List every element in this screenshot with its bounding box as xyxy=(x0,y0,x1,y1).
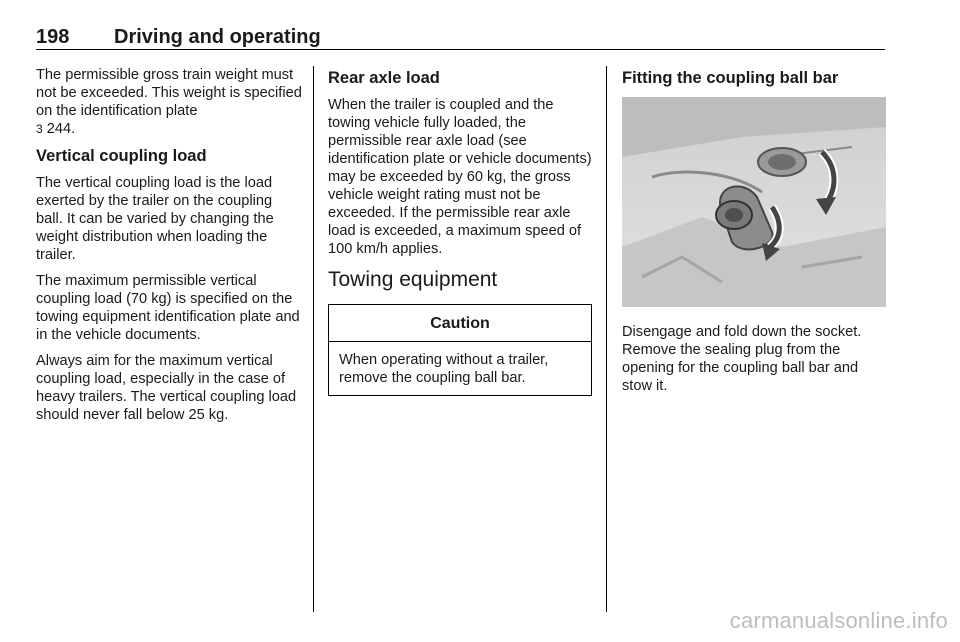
section-title: Driving and operating xyxy=(114,26,321,48)
watermark: carmanualsonline.info xyxy=(729,608,948,633)
paragraph-disengage-socket: Disengage and fold down the socket. Remove the sealing plug from the opening for the coupling ball bar and stow it. xyxy=(622,324,862,394)
heading-vertical-coupling-load: Vertical coupling load xyxy=(36,147,207,165)
caution-title: Caution xyxy=(329,305,591,342)
column-1 xyxy=(36,66,302,432)
heading-fitting-coupling-ball-bar: Fitting the coupling ball bar xyxy=(622,69,839,87)
paragraph-rear-axle-load: When the trailer is coupled and the towing vehicle fully loaded, the permissible rear axle load (see identification plate or vehicle documents) may be exceeded by 60 kg, the gross vehicle weight rating must not be exceeded. If the permissible rear axle load is exceeded, a maximum speed of 100 km/h applies. xyxy=(328,97,592,257)
paragraph-vertical-load-definition: The vertical coupling load is the load exerted by the trailer on the coupling ball. It can be varied by changing the weight distribution when loading the trailer. xyxy=(36,175,274,263)
page-header xyxy=(36,20,885,50)
paragraph-gross-train-weight: The permissible gross train weight must not be exceeded. This weight is specified on the identification plate 3 244. xyxy=(36,67,302,137)
page-reference-link[interactable]: 244. xyxy=(42,121,76,137)
caution-text: When operating without a trailer, remove the coupling ball bar. xyxy=(339,352,549,386)
paragraph-aim-max-load: Always aim for the maximum vertical coupling load, especially in the case of heavy trailers. The vertical coupling load should never fall below 25 kg. xyxy=(36,353,297,423)
column-divider-2 xyxy=(606,66,607,612)
coupling-socket-illustration xyxy=(622,97,886,307)
column-2 xyxy=(328,66,592,396)
caution-box xyxy=(328,304,592,396)
column-divider-1 xyxy=(313,66,314,612)
heading-towing-equipment: Towing equipment xyxy=(328,268,498,291)
column-3 xyxy=(622,66,888,403)
page-number: 198 xyxy=(36,26,70,48)
paragraph-max-vertical-load: The maximum permissible vertical coupling load (70 kg) is specified on the towing equipment identification plate and in the vehicle documents. xyxy=(36,273,300,343)
reference-arrow-icon: 3 xyxy=(36,122,43,136)
header-rule xyxy=(36,49,885,50)
caution-body xyxy=(329,342,591,395)
heading-rear-axle-load: Rear axle load xyxy=(328,69,440,87)
